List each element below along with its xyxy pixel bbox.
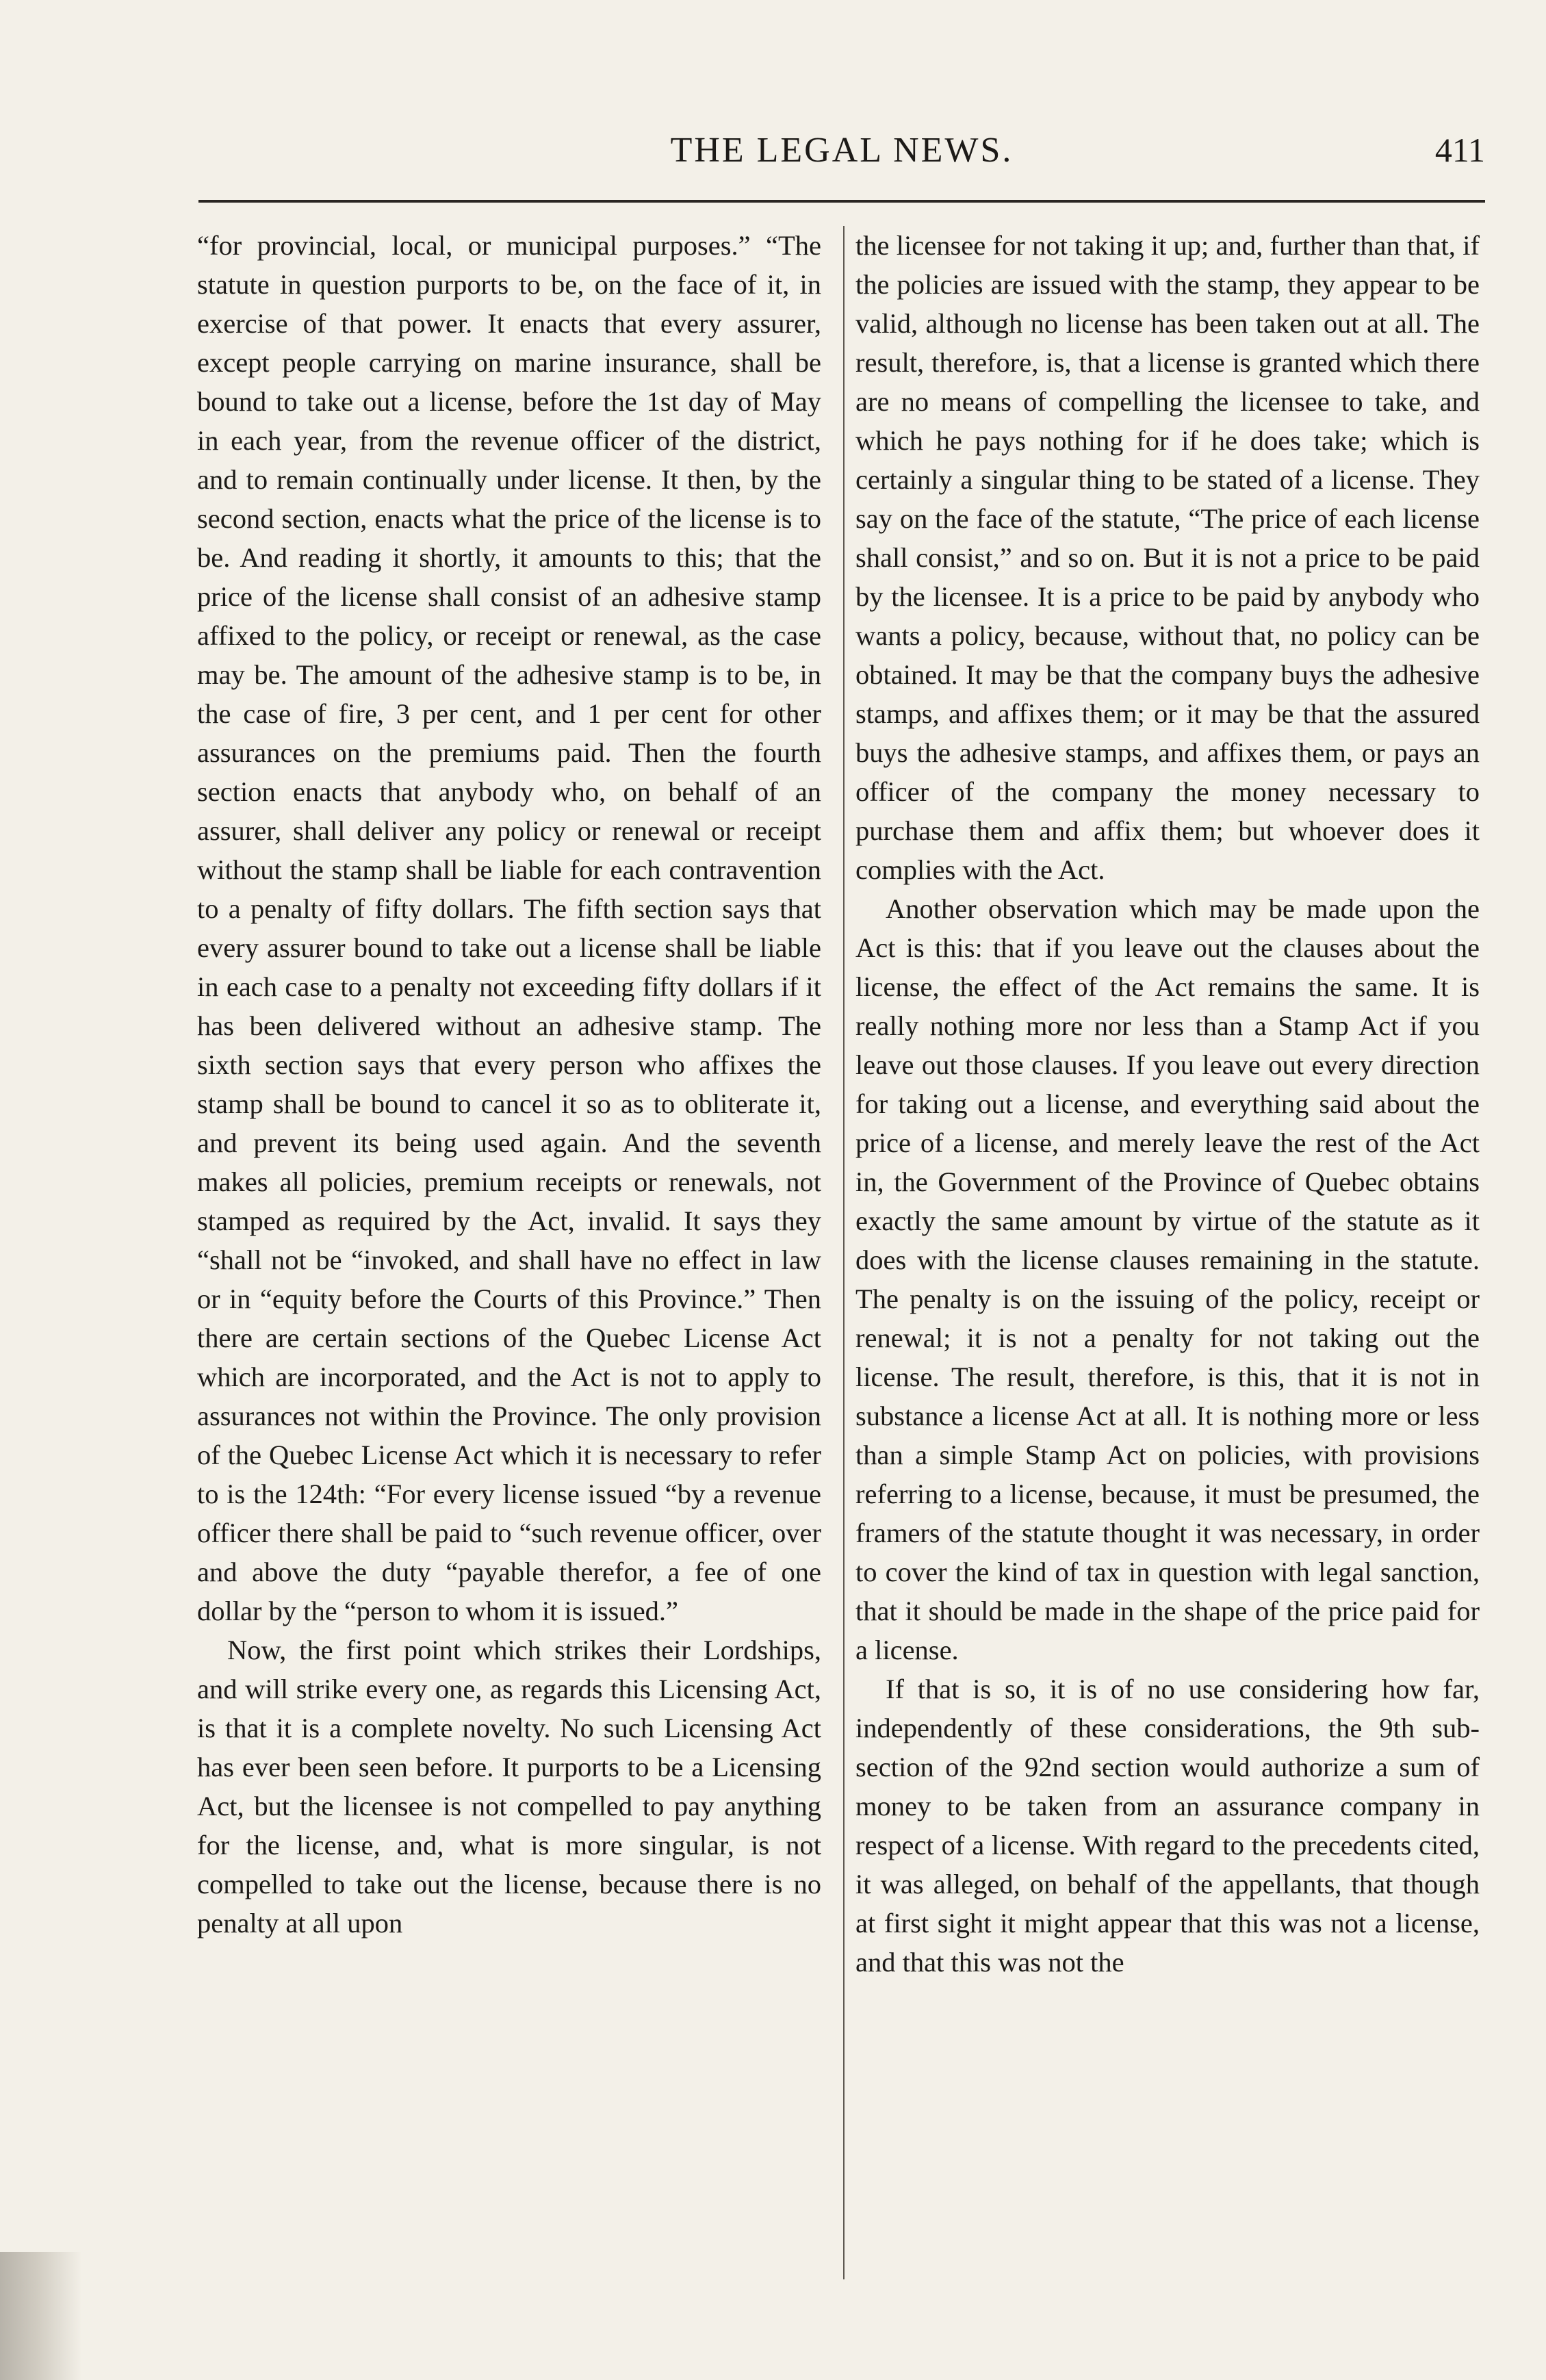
header-rule xyxy=(198,200,1485,203)
running-title: THE LEGAL NEWS. xyxy=(670,131,1014,170)
right-column xyxy=(855,226,1480,2279)
left-column xyxy=(197,226,821,2279)
paragraph: Another observation which may be made upon the Act is this: that if you leave out the clauses about the license, the effect of the Act remains the same. It is really nothing more nor less than a Stamp Act if you leave out those clauses. If you leave out every direction for taking out a license, and everything said about the price of a license, and merely leave the rest of the Act in, the Government of the Province of Quebec obtains exactly the same amount by virtue of the statute as it does with the license clauses remaining in the statute. The penalty is on the issuing of the policy, receipt or renewal; it is not a penalty for not taking out the license. The result, therefore, is this, that it is not in substance a license Act at all. It is nothing more or less than a simple Stamp Act on policies, with provisions referring to a license, because, it must be presumed, the framers of the statute thought it was necessary, in order to cover the kind of tax in question with legal sanction, that it should be made in the shape of the price paid for a license. xyxy=(855,893,1480,1665)
page-header xyxy=(198,130,1485,185)
paragraph: If that is so, it is of no use considering how far, independently of these considerations, the 9th sub-section of the 92nd section would authorize a sum of money to be taken from an assurance company in respect of a license. With regard to the precedents cited, it was alleged, on behalf of the appellants, that though at first sight it might appear that this was not a license, and that this was not the xyxy=(855,1674,1480,1978)
paragraph: Now, the first point which strikes their Lordships, and will strike every one, as regards this Licensing Act, is that it is a complete novelty. No such Licensing Act has ever been seen before. It purports to be a Licensing Act, but the licensee is not compelled to pay anything for the license, and, what is more singular, is not compelled to take out the license, because there is no penalty at all upon xyxy=(197,1635,821,1938)
column-divider xyxy=(843,226,845,2279)
page-edge-shadow xyxy=(0,2252,82,2380)
paragraph: the licensee for not taking it up; and, further than that, if the policies are issued with the stamp, they appear to be valid, although no license has been taken out at all. The result, therefore, is, that a license is granted which there are no means of compelling the licensee to take, and which he pays nothing for if he does take; which is certainly a singular thing to be stated of a license. They say on the face of the statute, “The price of each license shall consist,” and so on. But it is not a price to be paid by the licensee. It is a price to be paid by anybody who wants a policy, because, without that, no policy can be obtained. It may be that the company buys the adhesive stamps, and affixes them; or it may be that the assured buys the adhesive stamps, and affixes them, or pays an officer of the company the money necessary to purchase them and affix them; but whoever does it complies with the Act. xyxy=(855,230,1480,885)
page-number: 411 xyxy=(1434,131,1485,169)
paragraph: “for provincial, local, or municipal purposes.” “The statute in question purports to be, on the face of it, in exercise of that power. It enacts that every assurer, except people carrying on marine insurance, shall be bound to take out a license, before the 1st day of May in each year, from the revenue officer of the district, and to remain continually under license. It then, by the second section, enacts what the price of the license is to be. And reading it shortly, it amounts to this; that the price of the license shall consist of an adhesive stamp affixed to the policy, or receipt or renewal, as the case may be. The amount of the adhesive stamp is to be, in the case of fire, 3 per cent, and 1 per cent for other assurances on the premiums paid. Then the fourth section enacts that anybody who, on behalf of an assurer, shall deliver any policy or renewal or receipt without the stamp shall be liable for each contravention to a penalty of fifty dollars. The fifth section says that every assurer bound to take out a license shall be liable in each case to a penalty not exceeding fifty dollars if it has been delivered without an adhesive stamp. The sixth section says that every person who affixes the stamp shall be bound to cancel it so as to obliterate it, and prevent its being used again. And the seventh makes all policies, premium receipts or renewals, not stamped as required by the Act, invalid. It says they “shall not be “invoked, and shall have no effect in law or in “equity before the Courts of this Province.” Then there are certain sections of the Quebec License Act which are incorporated, and the Act is not to apply to assurances not within the Province. The only provision of the Quebec License Act which it is necessary to refer to is the 124th: “For every license issued “by a revenue officer there shall be paid to “such revenue officer, over and above the duty “payable therefor, a fee of one dollar by the “person to whom it is issued.” xyxy=(197,230,821,1626)
